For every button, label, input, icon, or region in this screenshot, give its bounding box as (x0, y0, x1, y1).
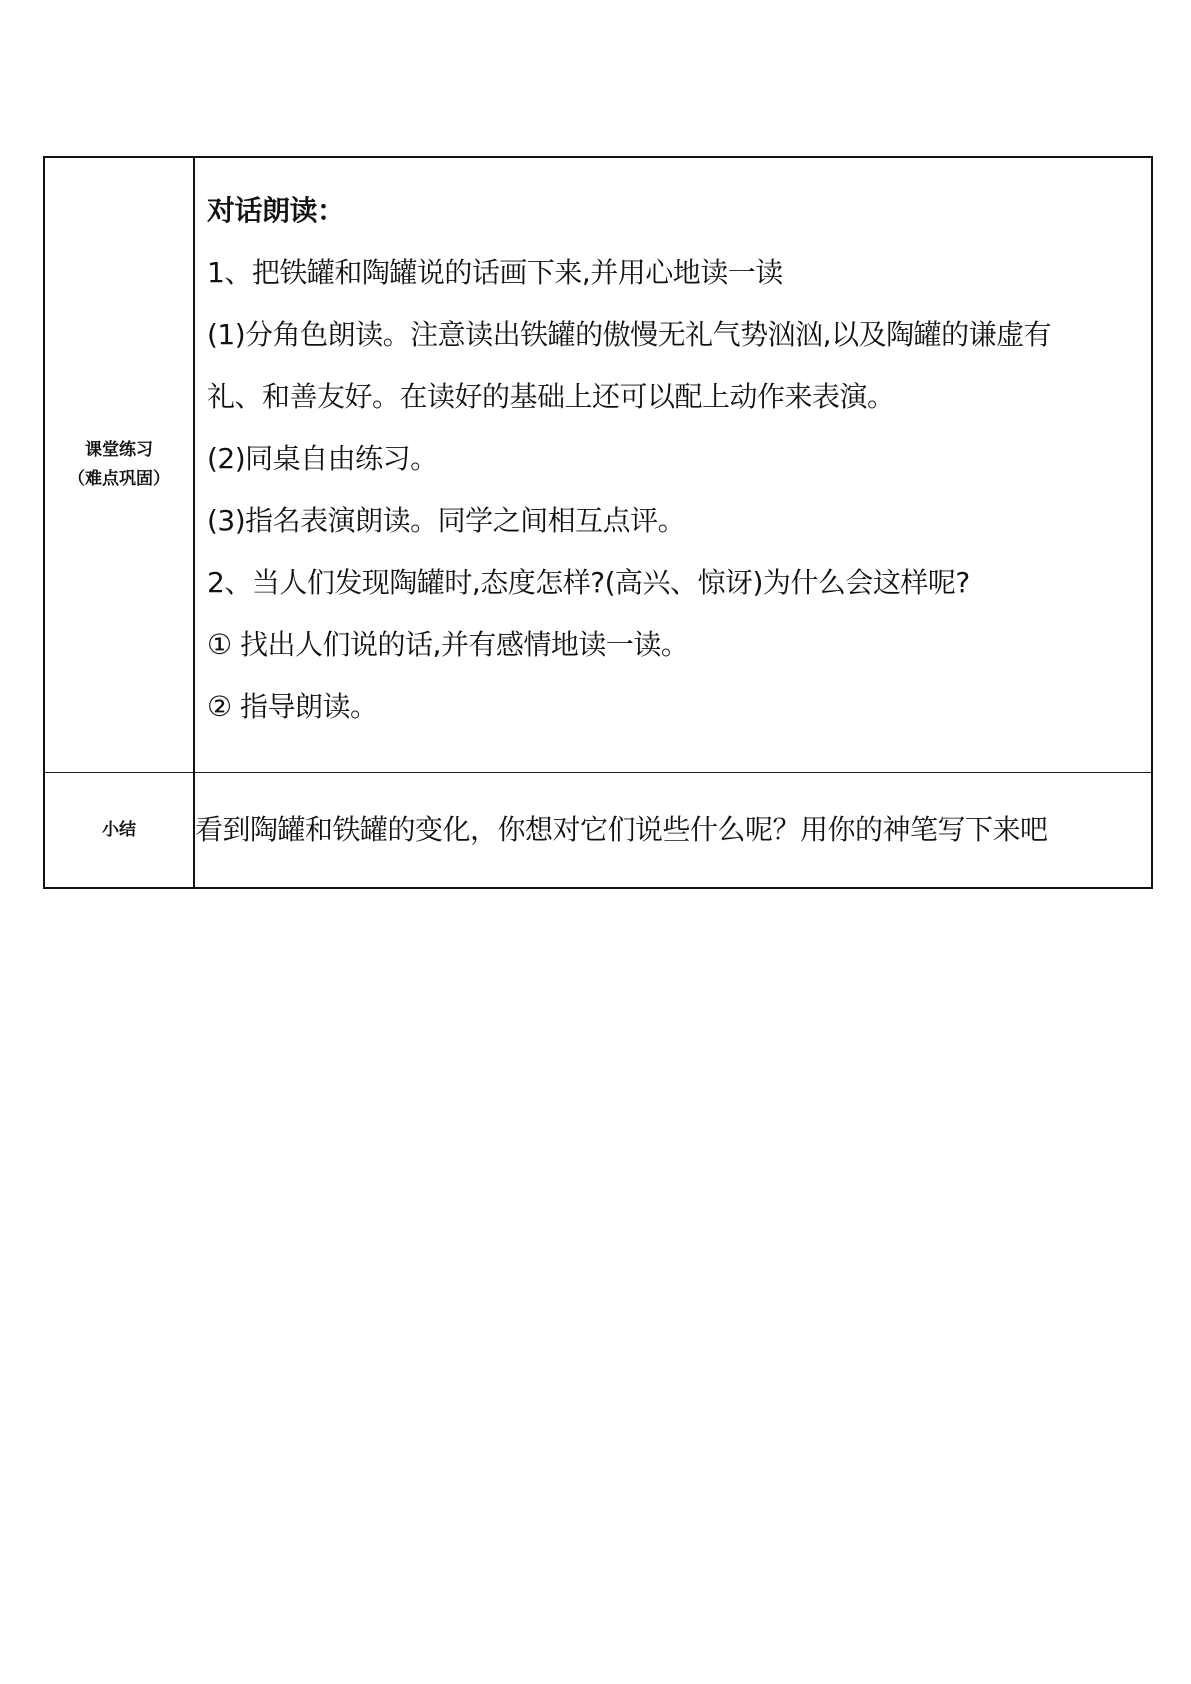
row-label: 小结 (102, 819, 136, 840)
row-label-cell (44, 773, 194, 889)
content-line: ① 找出人们说的话,并有感情地读一读。 (207, 628, 689, 661)
row-label-sub: （难点巩固） (68, 469, 170, 489)
content-line: 礼、和善友好。在读好的基础上还可以配上动作来表演。 (207, 380, 895, 413)
content-line: 2、当人们发现陶罐时,态度怎样?(高兴、惊讶)为什么会这样呢? (207, 566, 970, 599)
content-line: ② 指导朗读。 (207, 690, 378, 723)
content-line: (3)指名表演朗读。同学之间相互点评。 (207, 504, 686, 537)
content-line: (2)同桌自由练习。 (207, 442, 438, 475)
table-row-practice (44, 157, 1152, 773)
summary-content: 看到陶罐和铁罐的变化，你想对它们说些什么呢？用你的神笔写下来吧 (194, 773, 1152, 889)
row-label: 课堂练习 (85, 440, 153, 460)
table-row-summary (44, 773, 1152, 889)
row-label-cell (44, 157, 194, 773)
content-line: (1)分角色朗读。注意读出铁罐的傲慢无礼气势汹汹,以及陶罐的谦虚有 (207, 318, 1052, 351)
lesson-plan-table (43, 156, 1153, 889)
row-content-cell (194, 157, 1152, 773)
content-line: 1、把铁罐和陶罐说的话画下来,并用心地读一读 (207, 256, 783, 289)
section-heading: 对话朗读： (207, 194, 345, 227)
